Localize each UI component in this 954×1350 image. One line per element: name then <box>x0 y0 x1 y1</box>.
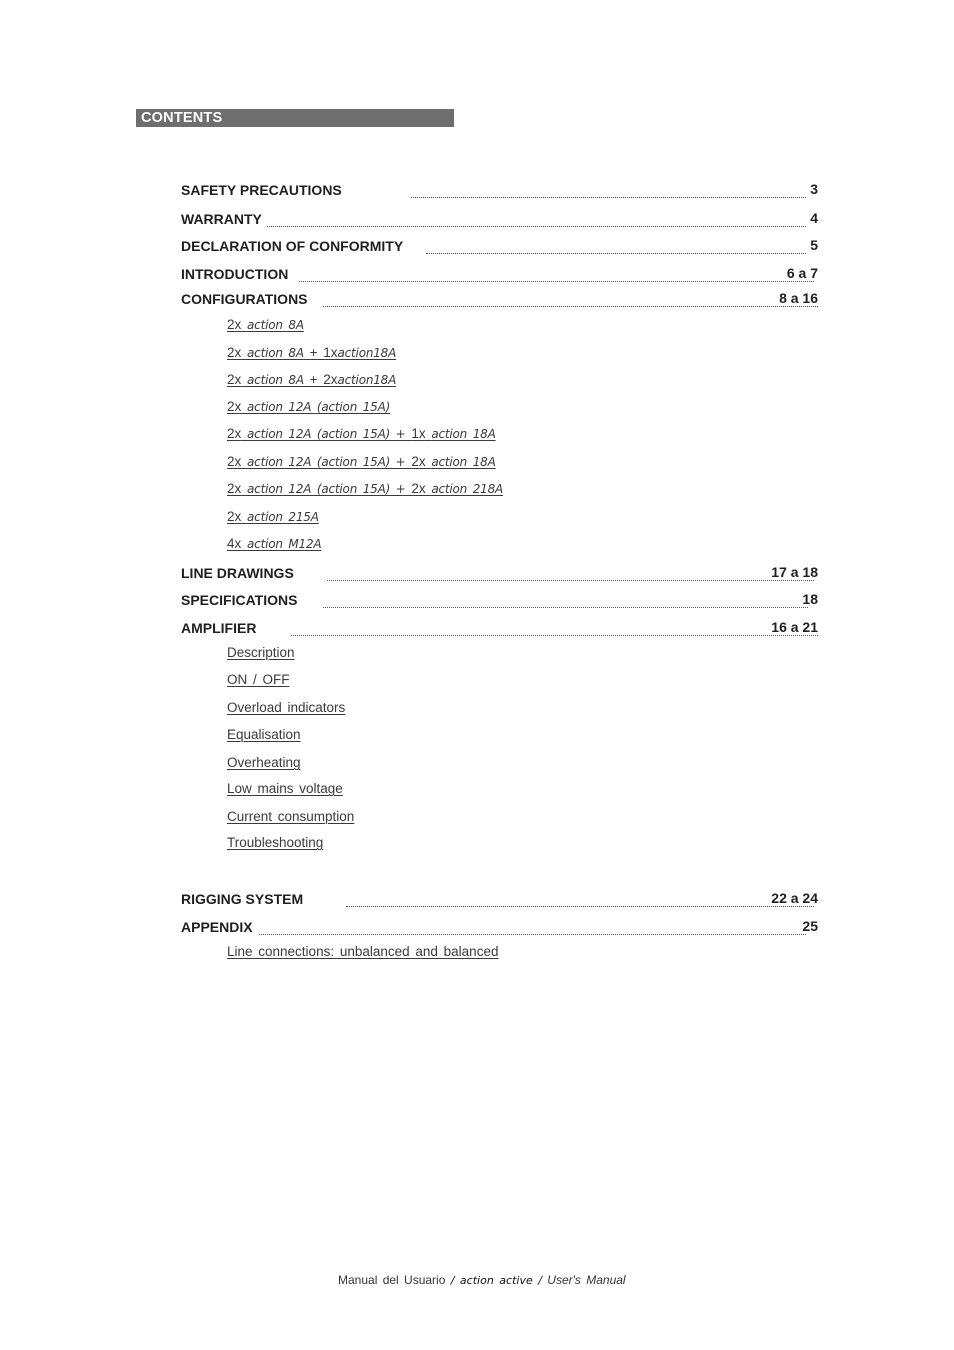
toc-page: 18 <box>802 591 818 607</box>
config-model: action 8A <box>247 373 304 387</box>
footer-product: / action active / <box>450 1274 542 1287</box>
config-qty: 2x <box>227 481 242 496</box>
toc-page: 16 a 21 <box>771 619 818 635</box>
dot-leader <box>346 906 814 907</box>
toc-title: WARRANTY <box>181 211 262 227</box>
dot-leader <box>291 635 818 636</box>
toc-entry-safety[interactable] <box>181 182 818 202</box>
config-model: action 18A <box>431 455 496 469</box>
config-model: action 8A <box>247 346 304 360</box>
dot-leader <box>267 226 806 227</box>
config-model: action 218A <box>431 482 504 496</box>
toc-page: 5 <box>810 237 818 253</box>
toc-title: INTRODUCTION <box>181 266 289 282</box>
amplifier-link[interactable]: Description <box>227 645 295 660</box>
toc-entry-appendix[interactable] <box>181 919 818 939</box>
config-model: action 18A <box>431 427 496 441</box>
config-qty: 2x <box>227 426 242 441</box>
config-qty: 2x <box>227 509 242 524</box>
page-footer <box>338 1273 626 1287</box>
amplifier-link[interactable]: Troubleshooting <box>227 835 324 850</box>
config-qty: 1x <box>411 426 426 441</box>
amplifier-link[interactable]: ON / OFF <box>227 672 290 687</box>
config-model: action 12A (action 15A) + <box>247 427 406 441</box>
config-link[interactable] <box>227 509 319 524</box>
config-model: action M12A <box>247 537 322 551</box>
amplifier-link[interactable]: Low mains voltage <box>227 781 343 796</box>
toc-entry-rigging[interactable] <box>181 891 818 911</box>
config-model: action 12A (action 15A) + <box>247 455 406 469</box>
appendix-link[interactable]: Line connections: unbalanced and balanced <box>227 944 499 959</box>
dot-leader <box>323 306 818 307</box>
toc-title: APPENDIX <box>181 919 253 935</box>
toc-title: RIGGING SYSTEM <box>181 891 304 907</box>
config-qty: 2x <box>227 399 242 414</box>
config-model: action18A <box>337 373 397 387</box>
config-qty: 2x <box>411 481 426 496</box>
toc-page: 22 a 24 <box>771 890 818 906</box>
section-header: CONTENTS <box>136 109 454 127</box>
config-link[interactable] <box>227 481 503 496</box>
config-qty: + 1x <box>309 345 338 360</box>
toc-entry-configurations[interactable] <box>181 291 818 311</box>
config-qty: 2x <box>227 317 242 332</box>
config-qty: + 2x <box>309 372 338 387</box>
config-link[interactable] <box>227 426 496 441</box>
toc-entry-amplifier[interactable] <box>181 620 818 640</box>
toc-title: DECLARATION OF CONFORMITY <box>181 238 404 254</box>
config-model: action 12A (action 15A) + <box>247 482 406 496</box>
footer-left: Manual del Usuario <box>338 1273 446 1287</box>
footer-right: User's Manual <box>547 1273 626 1287</box>
config-model: action 12A (action 15A) <box>247 400 391 414</box>
toc-entry-declaration[interactable] <box>181 238 818 258</box>
config-model: action 215A <box>247 510 319 524</box>
config-link[interactable] <box>227 536 321 551</box>
toc-title: LINE DRAWINGS <box>181 565 294 581</box>
toc-entry-line-drawings[interactable] <box>181 565 818 585</box>
config-model: action18A <box>337 346 397 360</box>
config-qty: 2x <box>227 345 242 360</box>
config-qty: 2x <box>227 372 242 387</box>
dot-leader <box>323 607 808 608</box>
toc-page: 25 <box>802 918 818 934</box>
config-link[interactable] <box>227 372 396 387</box>
toc-page: 17 a 18 <box>771 564 818 580</box>
config-qty: 2x <box>411 454 426 469</box>
toc-title: SAFETY PRECAUTIONS <box>181 182 342 198</box>
amplifier-link[interactable]: Current consumption <box>227 809 355 824</box>
toc-page: 3 <box>810 181 818 197</box>
dot-leader <box>299 281 814 282</box>
toc-title: AMPLIFIER <box>181 620 257 636</box>
config-link[interactable] <box>227 399 390 414</box>
dot-leader <box>411 197 806 198</box>
toc-entry-warranty[interactable] <box>181 211 818 231</box>
config-link[interactable] <box>227 317 304 332</box>
toc-page: 4 <box>810 210 818 226</box>
toc-page: 6 a 7 <box>786 265 818 281</box>
dot-leader <box>259 934 806 935</box>
config-link[interactable] <box>227 345 396 360</box>
config-qty: 4x <box>227 536 242 551</box>
config-model: action 8A <box>247 318 304 332</box>
toc-entry-specifications[interactable] <box>181 592 818 612</box>
amplifier-link[interactable]: Overheating <box>227 755 301 770</box>
config-link[interactable] <box>227 454 496 469</box>
toc-title: SPECIFICATIONS <box>181 592 298 608</box>
amplifier-link[interactable]: Overload indicators <box>227 700 346 715</box>
toc-title: CONFIGURATIONS <box>181 291 308 307</box>
dot-leader <box>327 580 814 581</box>
dot-leader <box>426 253 806 254</box>
toc-entry-introduction[interactable] <box>181 266 818 286</box>
toc-page: 8 a 16 <box>779 290 818 306</box>
config-qty: 2x <box>227 454 242 469</box>
amplifier-link[interactable]: Equalisation <box>227 727 301 742</box>
